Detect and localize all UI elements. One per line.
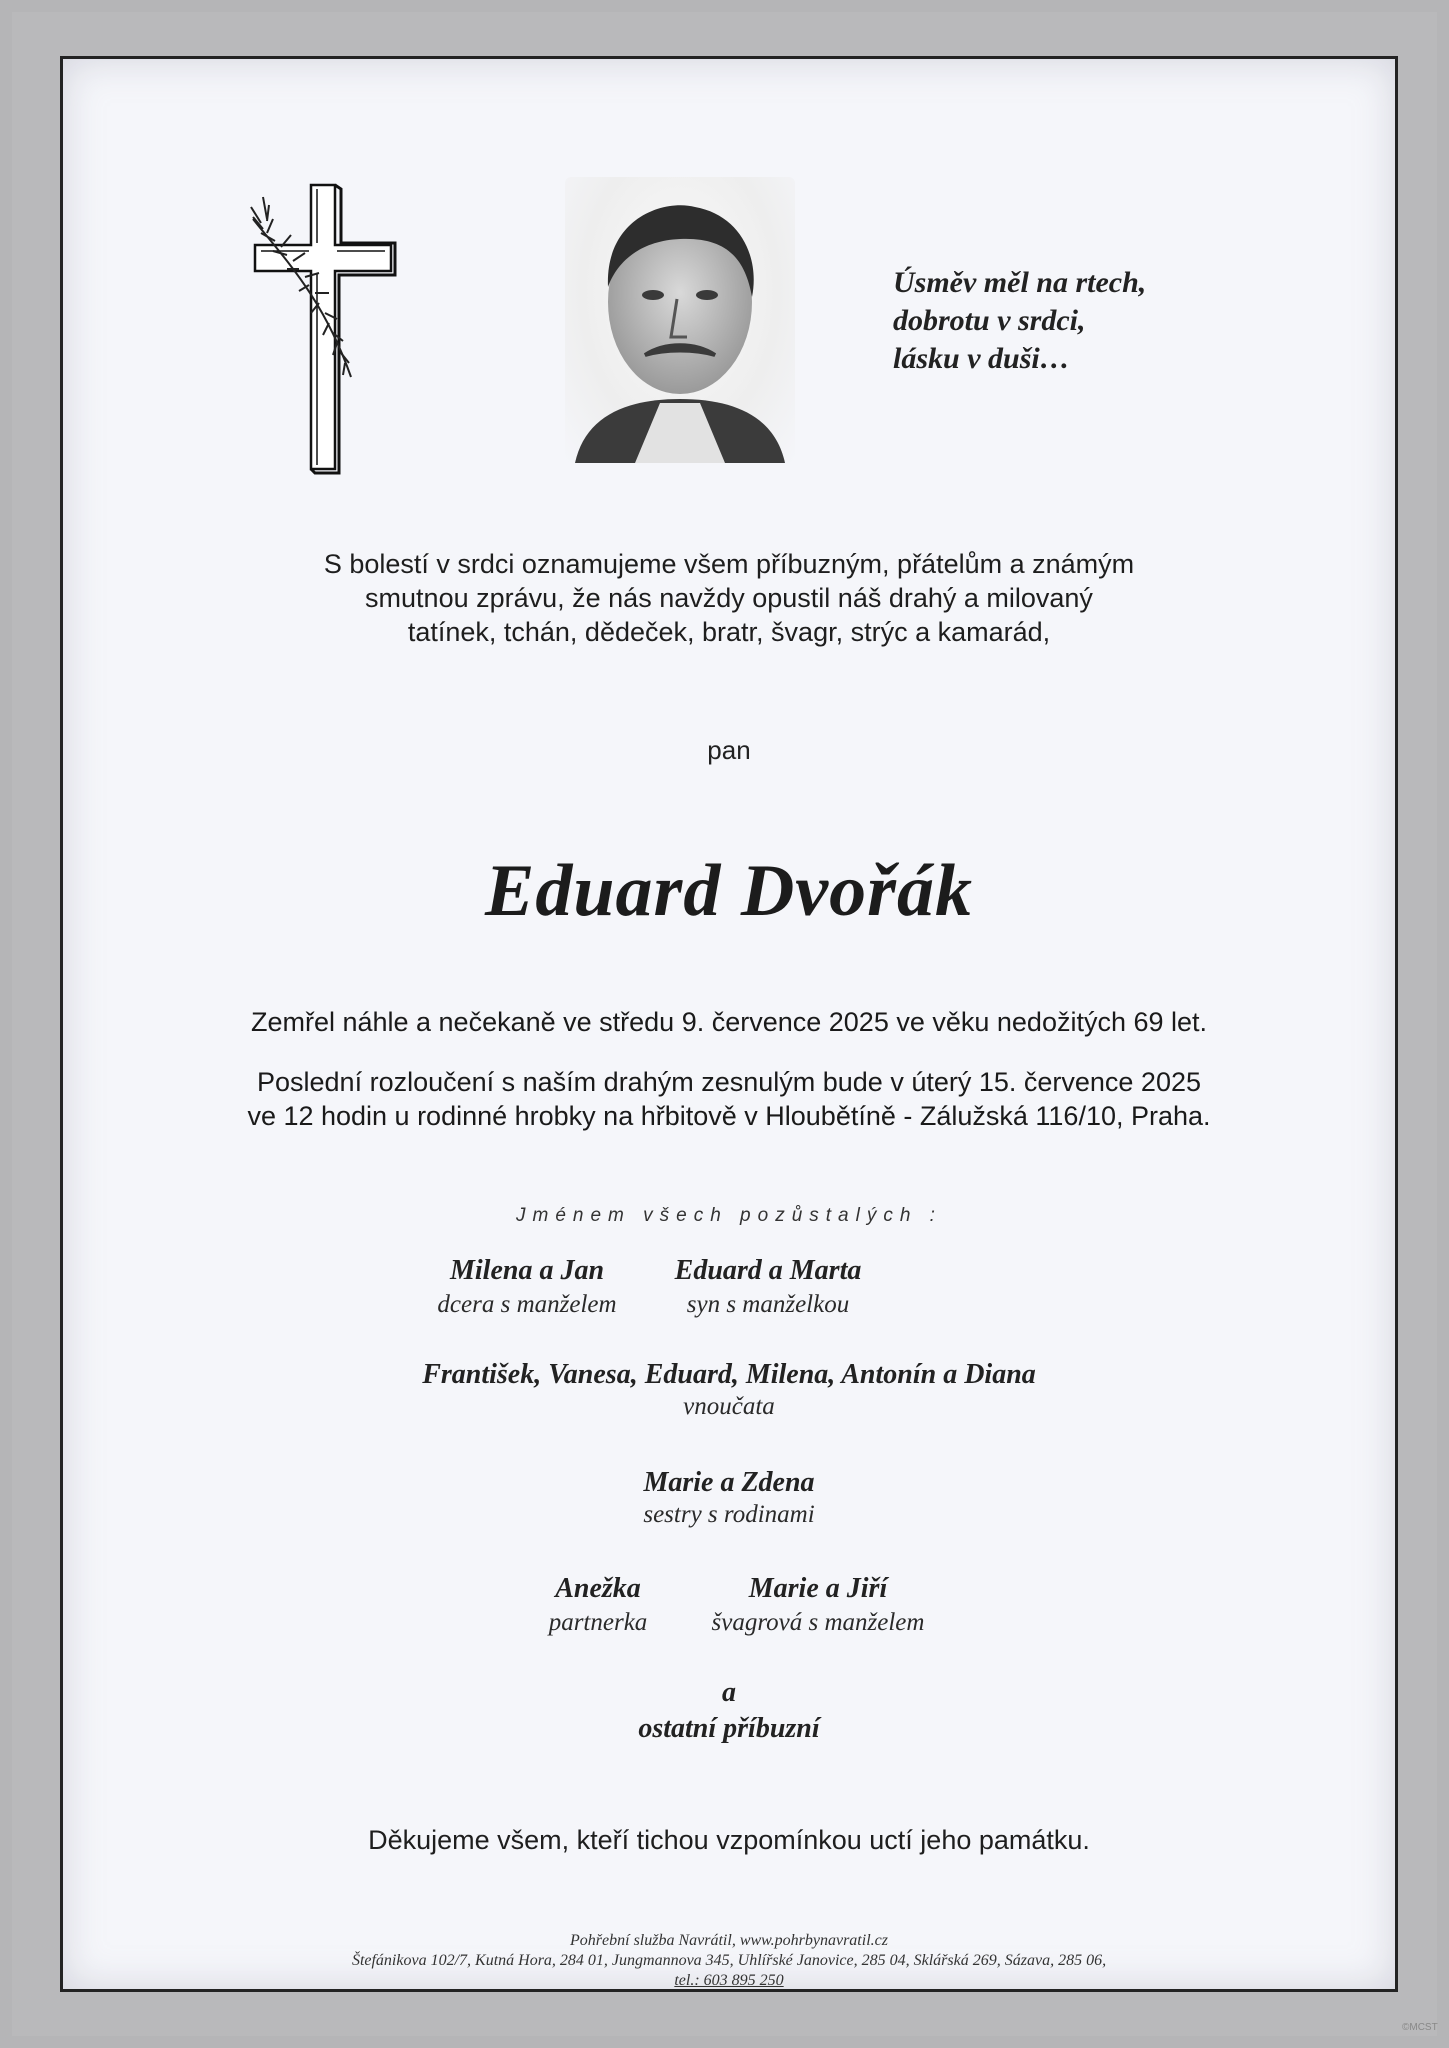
farewell-line: ve 12 hodin u rodinné hrobky na hřbitově v Hloubětíně - Zálužská 116/10, Praha. (247, 1101, 1211, 1131)
mourner-role: syn s manželkou (686, 1291, 850, 1318)
motto-line: dobrotu v srdci, (893, 304, 1086, 337)
motto-line: lásku v duši… (893, 342, 1070, 375)
announcement-line: smutnou zprávu, že nás navždy opustil náš drahý a milovaný (365, 583, 1093, 613)
mourner-sister-in-law (683, 1573, 953, 1637)
watermark: ©MCST (1402, 2022, 1438, 2033)
cross-with-palm-icon (233, 177, 423, 477)
mourner-role: vnoučata (683, 1393, 775, 1420)
farewell-info (63, 1065, 1395, 1133)
and-word: a (722, 1677, 736, 1708)
obituary-card (60, 56, 1398, 1992)
mourner-name: Anežka (555, 1573, 641, 1604)
motto-line: Úsměv měl na rtech, (893, 266, 1147, 299)
mourner-name: Milena a Jan (449, 1255, 605, 1286)
footer-line: tel.: 603 895 250 (674, 1972, 784, 1989)
page-background (12, 12, 1437, 2036)
others-label: ostatní příbuzní (638, 1713, 820, 1744)
mourner-others (63, 1677, 1395, 1745)
footer-line: Pohřební služba Navrátil, www.pohrbynavratil.cz (570, 1932, 888, 1949)
deceased-name: Eduard Dvořák (485, 850, 973, 932)
mourner-son (653, 1255, 883, 1319)
mourner-sisters (63, 1467, 1395, 1529)
announcement-line: S bolestí v srdci oznamujeme všem příbuzným, přátelům a známým (323, 549, 1135, 579)
thanks-text: Děkujeme všem, kteří tichou vzpomínkou uctí jeho památku. (368, 1825, 1090, 1855)
portrait-photo (565, 177, 795, 463)
title-prefix: pan (707, 735, 751, 765)
farewell-line: Poslední rozloučení s naším drahým zesnulým bude v úterý 15. července 2025 (257, 1067, 1201, 1097)
motto (893, 264, 1223, 378)
on-behalf-heading: Jménem všech pozůstalých : (516, 1205, 942, 1226)
mourner-name: František, Vanesa, Eduard, Milena, Antonín a Diana (422, 1359, 1036, 1390)
mourner-name: Marie a Zdena (643, 1467, 815, 1498)
mourner-role: švagrová s manželem (711, 1609, 925, 1636)
mourner-role: sestry s rodinami (643, 1501, 815, 1528)
mourner-name: Marie a Jiří (748, 1573, 888, 1604)
death-notice: Zemřel náhle a nečekaně ve středu 9. července 2025 ve věku nedožitých 69 let. (250, 1007, 1208, 1037)
footer-line: Štefánikova 102/7, Kutná Hora, 284 01, Jungmannova 345, Uhlířské Janovice, 285 04, Sklářská 269, Sázava, 285 06, (351, 1952, 1107, 1969)
mourner-daughter (427, 1255, 627, 1319)
mourner-role: dcera s manželem (437, 1291, 617, 1318)
funeral-service-footer (63, 1931, 1395, 1991)
mourner-grandchildren (63, 1359, 1395, 1421)
portrait-figure (565, 177, 795, 463)
announcement-line: tatínek, tchán, dědeček, bratr, švagr, strýc a kamarád, (407, 617, 1051, 647)
mourner-role: partnerka (548, 1609, 648, 1636)
mourner-name: Eduard a Marta (674, 1255, 862, 1286)
mourner-partner (533, 1573, 663, 1637)
announcement-text (63, 547, 1395, 649)
